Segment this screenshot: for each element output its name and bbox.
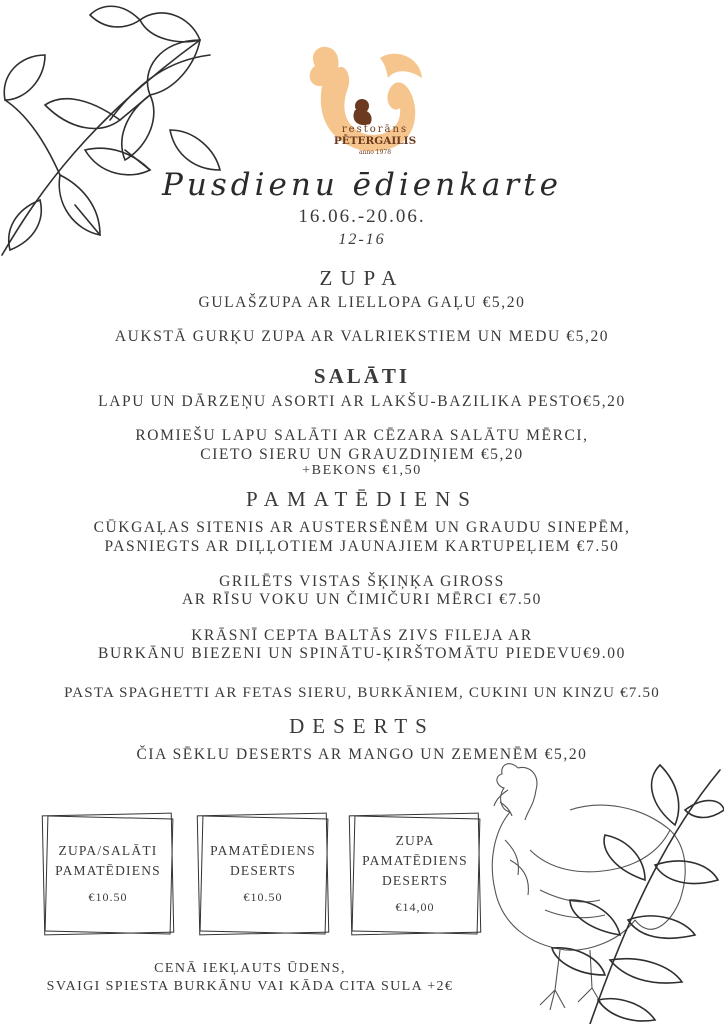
combo-line: PAMATĒDIENS [210,843,316,858]
section-title-desserts: DESERTS [289,714,435,738]
combo-line: DESERTS [381,873,449,888]
combo-line: DESERTS [229,863,297,878]
combo-box [43,814,173,934]
menu-item: ČIA SĒKLU DESERTS AR MANGO UN ZEMENĒM €5,20 [136,746,588,763]
footer-line: CENĀ IEKĻAUTS ŪDENS, [154,961,346,976]
combo-box [198,814,328,934]
section-title-mains: PAMATĒDIENS [246,487,478,511]
combo-price: €10.50 [243,890,283,904]
leaf-branch-top-left-icon [0,0,240,270]
logo-top-text: restorāns [341,124,409,135]
menu-item: BURKĀNU BIEZENI UN SPINĀTU-ĶIRŠTOMĀTU PIEDEVU€9.00 [98,645,626,662]
menu-item: +BEKONS €1,50 [302,463,422,478]
restaurant-logo [300,38,430,163]
combo-line: PAMATĒDIENS [55,863,161,878]
menu-hours: 12-16 [338,231,386,248]
combo-line: ZUPA/SALĀTI [58,843,158,858]
menu-item: CŪKGAĻAS SITENIS AR AUSTERSĒNĒM UN GRAUDU SINEPĒM, [93,519,631,536]
menu-item: ROMIEŠU LAPU SALĀTI AR CĒZARA SALĀTU MĒRCI, [135,427,589,444]
menu-item: PASTA SPAGHETTI AR FETAS SIERU, BURKĀNIEM, CUKINI UN KINZU €7.50 [64,685,660,701]
combo-line: ZUPA [395,833,435,848]
section-title-salads: SALĀTI [313,364,411,388]
logo-since: anno 1978 [358,149,392,156]
menu-item: PASNIEGTS AR DIĻĻOTIEM JAUNAJIEM KARTUPEĻIEM €7.50 [104,538,620,555]
section-title-soup: ZUPA [319,266,405,290]
menu-item: CIETO SIERU UN GRAUZDIŅIEM €5,20 [200,446,524,463]
menu-title: Pusdienu ēdienkarte [162,167,562,203]
footer-note [0,960,500,996]
menu-item: GRILĒTS VISTAS ŠĶIŅĶA GIROSS [219,573,505,590]
menu-item: GULAŠZUPA AR LIELLOPA GAĻU €5,20 [198,294,526,311]
menu-item: AUKSTĀ GURĶU ZUPA AR VALRIEKSTIEM UN MEDU €5,20 [114,328,610,345]
combo-price: €14,00 [395,900,435,914]
menu-item: AR RĪSU VOKU UN ČIMIČURI MĒRCI €7.50 [181,591,543,608]
combo-box [350,814,480,934]
logo-name: PĒTERGAILIS [333,135,417,147]
combo-line: PAMATĒDIENS [362,853,468,868]
menu-dates: 16.06.-20.06. [298,206,426,227]
rooster-illustration-icon [470,750,724,1024]
menu-item: KRĀSNĪ CEPTA BALTĀS ZIVS FILEJA AR [191,627,533,644]
combo-price: €10.50 [88,890,128,904]
menu-item: LAPU UN DĀRZEŅU ASORTI AR LAKŠU-BAZILIKA PESTO€5,20 [98,393,626,410]
footer-line: SVAIGI SPIESTA BURKĀNU VAI KĀDA CITA SULA +2€ [46,979,454,994]
